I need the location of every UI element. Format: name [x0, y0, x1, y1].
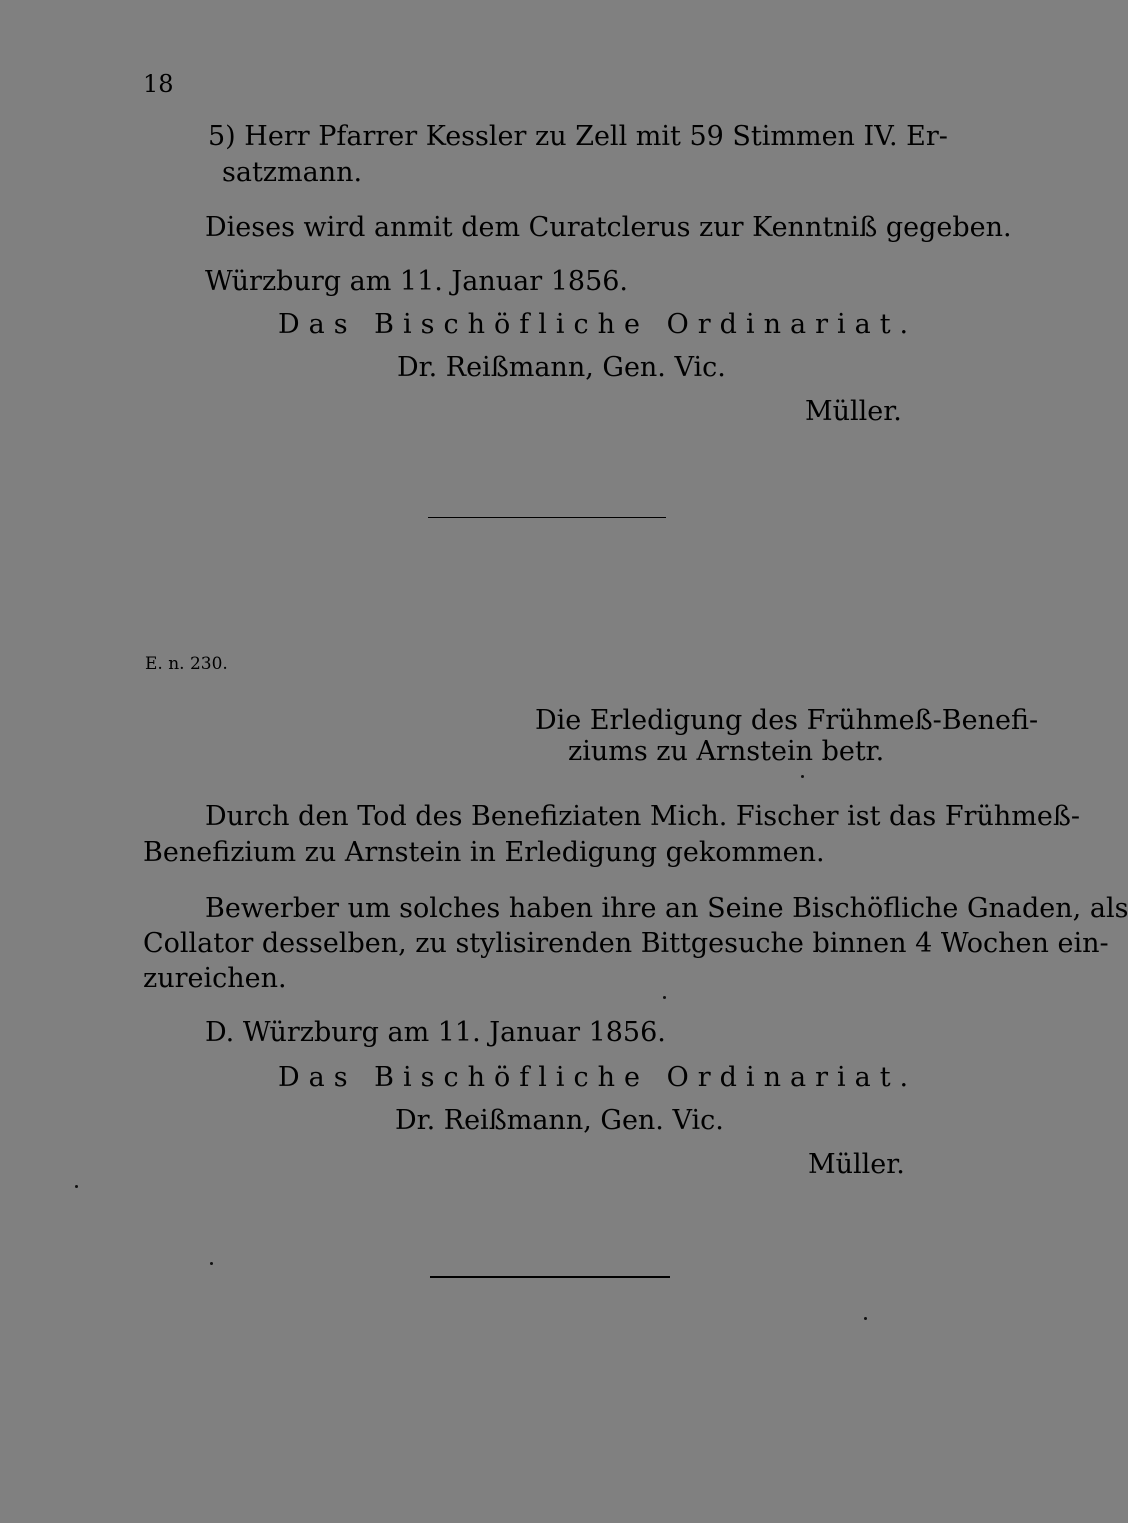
- paragraph-2-line-1: Bewerber um solches haben ihre an Seine Bischöfliche Gnaden, als: [205, 893, 1128, 924]
- cosigner-line-2: Müller.: [808, 1149, 905, 1180]
- authority-line-2: Das Bischöfliche Ordinariat.: [278, 1062, 918, 1093]
- paragraph-1-line-2: Benefizium zu Arnstein in Erledigung gekommen.: [143, 837, 825, 868]
- cosigner-line: Müller.: [805, 396, 902, 427]
- date-line-2: D. Würzburg am 11. Januar 1856.: [205, 1017, 666, 1048]
- subject-line-1: Die Erledigung des Frühmeß-Benefi-: [535, 705, 1039, 736]
- end-divider: [430, 1276, 670, 1278]
- page-number: 18: [143, 70, 174, 98]
- scan-speck: [210, 1262, 213, 1265]
- scan-speck: [801, 775, 804, 778]
- reference-number: E. n. 230.: [145, 654, 228, 674]
- section-divider: [428, 517, 666, 518]
- scan-speck: [75, 1185, 78, 1188]
- paragraph-2-line-2: Collator desselben, zu stylisirenden Bittgesuche binnen 4 Wochen ein-: [143, 928, 1109, 959]
- signer-line: Dr. Reißmann, Gen. Vic.: [397, 352, 726, 383]
- subject-line-2: ziums zu Arnstein betr.: [568, 736, 885, 767]
- signer-line-2: Dr. Reißmann, Gen. Vic.: [395, 1105, 724, 1136]
- paragraph-1-line-1: Durch den Tod des Benefiziaten Mich. Fischer ist das Frühmeß-: [205, 801, 1081, 832]
- election-item-line-1: 5) Herr Pfarrer Kessler zu Zell mit 59 Stimmen IV. Er-: [208, 121, 948, 152]
- notice-text: Dieses wird anmit dem Curatclerus zur Kenntniß gegeben.: [205, 212, 1012, 243]
- paragraph-2-line-3: zureichen.: [143, 963, 287, 994]
- scan-speck: [864, 1317, 867, 1320]
- scan-speck: [663, 996, 666, 999]
- authority-line: Das Bischöfliche Ordinariat.: [278, 309, 918, 340]
- election-item-line-2: satzmann.: [222, 157, 363, 188]
- date-line: Würzburg am 11. Januar 1856.: [205, 266, 629, 297]
